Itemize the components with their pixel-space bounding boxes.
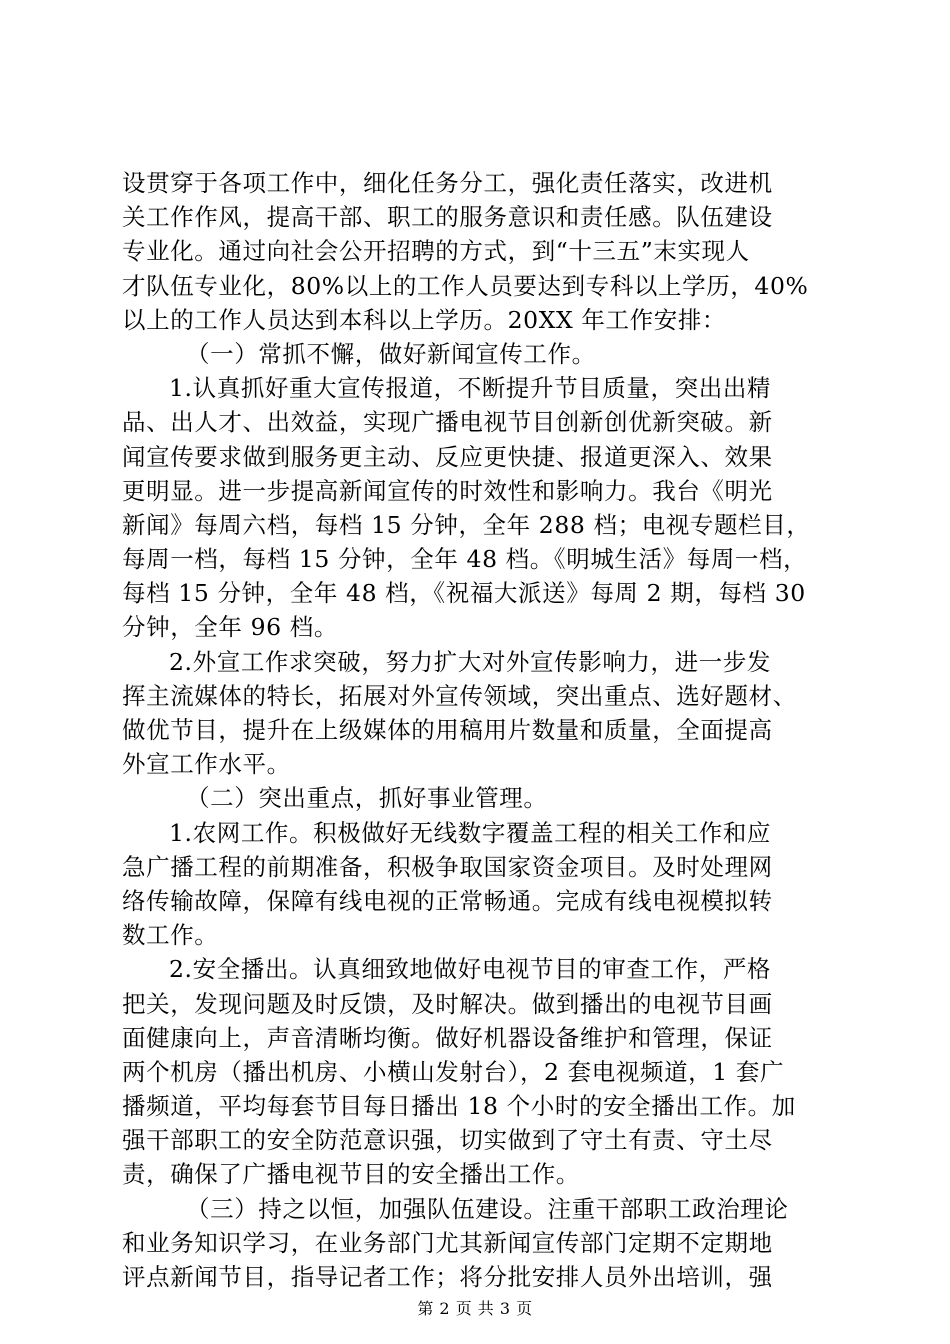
- text-line: 评点新闻节目，指导记者工作；将分批安排人员外出培训，强: [122, 1263, 773, 1291]
- text-line: 面健康向上，声音清晰均衡。做好机器设备维护和管理，保证: [122, 1023, 773, 1052]
- text-line: 1.认真抓好重大宣传报道，不断提升节目质量，突出出精: [169, 374, 772, 403]
- text-line: 两个机房（播出机房、小横山发射台），2 套电视频道，1 套广: [122, 1057, 785, 1086]
- text-line: 才队伍专业化，80%以上的工作人员要达到专科以上学历，40%: [122, 271, 809, 300]
- document-body: [122, 166, 830, 1294]
- text-line: 挥主流媒体的特长，拓展对外宣传领域，突出重点、选好题材、: [122, 681, 797, 710]
- text-line: 责，确保了广播电视节目的安全播出工作。: [122, 1160, 580, 1189]
- text-line: 急广播工程的前期准备，积极争取国家资金项目。及时处理网: [122, 852, 773, 881]
- text-line: 播频道，平均每套节目每日播出 18 个小时的安全播出工作。加: [122, 1092, 796, 1121]
- text-line: 关工作作风，提高干部、职工的服务意识和责任感。队伍建设: [122, 203, 773, 232]
- text-line: 外宣工作水平。: [122, 750, 291, 779]
- text-line: 品、出人才、出效益，实现广播电视节目创新创优新突破。新: [122, 408, 773, 437]
- text-line: 数工作。: [122, 921, 219, 950]
- text-line: 强干部职工的安全防范意识强，切实做到了守土有责、守土尽: [122, 1126, 773, 1155]
- text-line: 设贯穿于各项工作中，细化任务分工，强化责任落实，改进机: [122, 169, 773, 197]
- text-line: 把关，发现问题及时反馈，及时解决。做到播出的电视节目画: [122, 989, 773, 1018]
- text-line: 以上的工作人员达到本科以上学历。20XX 年工作安排：: [122, 305, 727, 334]
- page-number-footer: 第 2 页 共 3 页: [417, 1299, 533, 1318]
- text-line: 新闻》每周六档，每档 15 分钟，全年 288 档；电视专题栏目，: [122, 510, 811, 539]
- section-heading: （二）突出重点，抓好事业管理。: [186, 784, 548, 813]
- text-line: 做优节目，提升在上级媒体的用稿用片数量和质量，全面提高: [122, 716, 773, 744]
- text-line: 专业化。通过向社会公开招聘的方式，到“十三五”末实现人: [122, 237, 750, 266]
- text-line: 1.农网工作。积极做好无线数字覆盖工程的相关工作和应: [169, 818, 772, 847]
- section-heading: （三）持之以恒，加强队伍建设。注重干部职工政治理论: [186, 1194, 789, 1223]
- text-line: 每周一档，每档 15 分钟，全年 48 档。《明城生活》每周一档，: [122, 545, 808, 574]
- text-line: 和业务知识学习，在业务部门尤其新闻宣传部门定期不定期地: [122, 1228, 773, 1257]
- text-line: 络传输故障，保障有线电视的正常畅通。完成有线电视模拟转: [122, 886, 773, 915]
- text-line: 2.外宣工作求突破，努力扩大对外宣传影响力，进一步发: [169, 647, 772, 676]
- text-line: 更明显。进一步提高新闻宣传的时效性和影响力。我台《明光: [122, 476, 773, 505]
- text-line: 闻宣传要求做到服务更主动、反应更快捷、报道更深入、效果: [122, 442, 773, 471]
- text-line: 2.安全播出。认真细致地做好电视节目的审查工作，严格: [169, 955, 772, 984]
- section-heading: （一）常抓不懈，做好新闻宣传工作。: [186, 339, 596, 368]
- text-line: 分钟，全年 96 档。: [122, 613, 338, 642]
- text-line: 每档 15 分钟，全年 48 档，《祝福大派送》每周 2 期，每档 30: [122, 579, 806, 608]
